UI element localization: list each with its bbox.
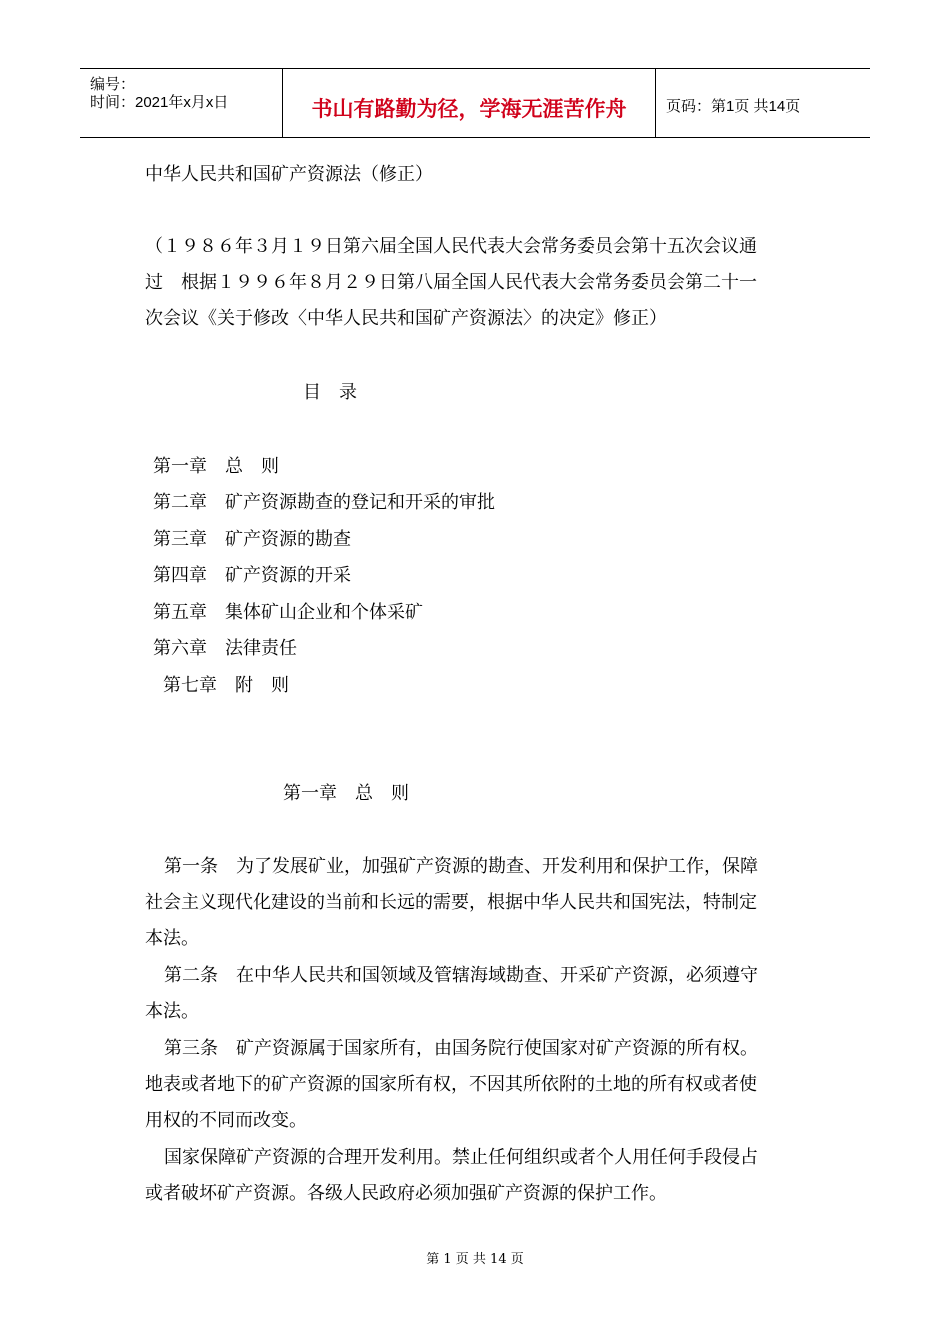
- body-line: 社会主义现代化建设的当前和长远的需要，根据中华人民共和国宪法，特制定: [145, 892, 757, 913]
- body-line: 第三条 矿产资源属于国家所有，由国务院行使国家对矿产资源的所有权。: [164, 1038, 758, 1059]
- body-line: 或者破坏矿产资源。各级人民政府必须加强矿产资源的保护工作。: [145, 1183, 667, 1204]
- toc-item: 第七章 附 则: [163, 675, 289, 696]
- toc-item: 第三章 矿产资源的勘查: [153, 529, 351, 550]
- body-line: 地表或者地下的矿产资源的国家所有权，不因其所依附的土地的所有权或者使: [145, 1074, 757, 1095]
- body-line: 第二条 在中华人民共和国领域及管辖海域勘查、开采矿产资源，必须遵守: [164, 965, 758, 986]
- body-line: 国家保障矿产资源的合理开发利用。禁止任何组织或者个人用任何手段侵占: [164, 1147, 758, 1168]
- page-footer: 第 1 页 共 14 页: [426, 1252, 524, 1267]
- toc-item: 第一章 总 则: [153, 456, 279, 477]
- header-motto: 书山有路勤为径，学海无涯苦作舟: [311, 97, 627, 121]
- revision-note-line: 过 根据１９９６年８月２９日第八届全国人民代表大会常务委员会第二十一: [145, 272, 757, 293]
- body-line: 用权的不同而改变。: [145, 1110, 307, 1131]
- chapter-heading: 第一章 总 则: [283, 783, 409, 804]
- body-line: 本法。: [145, 1001, 199, 1022]
- toc-item: 第六章 法律责任: [153, 638, 297, 659]
- toc-item: 第二章 矿产资源勘查的登记和开采的审批: [153, 492, 495, 513]
- document-title: 中华人民共和国矿产资源法（修正）: [145, 164, 433, 185]
- header-motto-cell: [282, 69, 656, 137]
- revision-note-line: （１９８６年３月１９日第六届全国人民代表大会常务委员会第十五次会议通: [145, 236, 757, 257]
- body-line: 第一条 为了发展矿业，加强矿产资源的勘查、开发利用和保护工作，保障: [164, 856, 758, 877]
- toc-heading: 目 录: [303, 382, 357, 403]
- header-right-cell: [656, 69, 870, 137]
- revision-note-line: 次会议《关于修改〈中华人民共和国矿产资源法〉的决定》修正）: [145, 308, 667, 329]
- body-line: 本法。: [145, 928, 199, 949]
- document-number-label: 编号：: [90, 76, 136, 93]
- document-time-label: 时间：2021年x月x日: [90, 94, 229, 111]
- header-page-info: 页码：第1页 共14页: [666, 98, 801, 115]
- page-header: [80, 68, 870, 138]
- header-left-cell: [80, 69, 282, 137]
- toc-item: 第四章 矿产资源的开采: [153, 565, 351, 586]
- toc-item: 第五章 集体矿山企业和个体采矿: [153, 602, 423, 623]
